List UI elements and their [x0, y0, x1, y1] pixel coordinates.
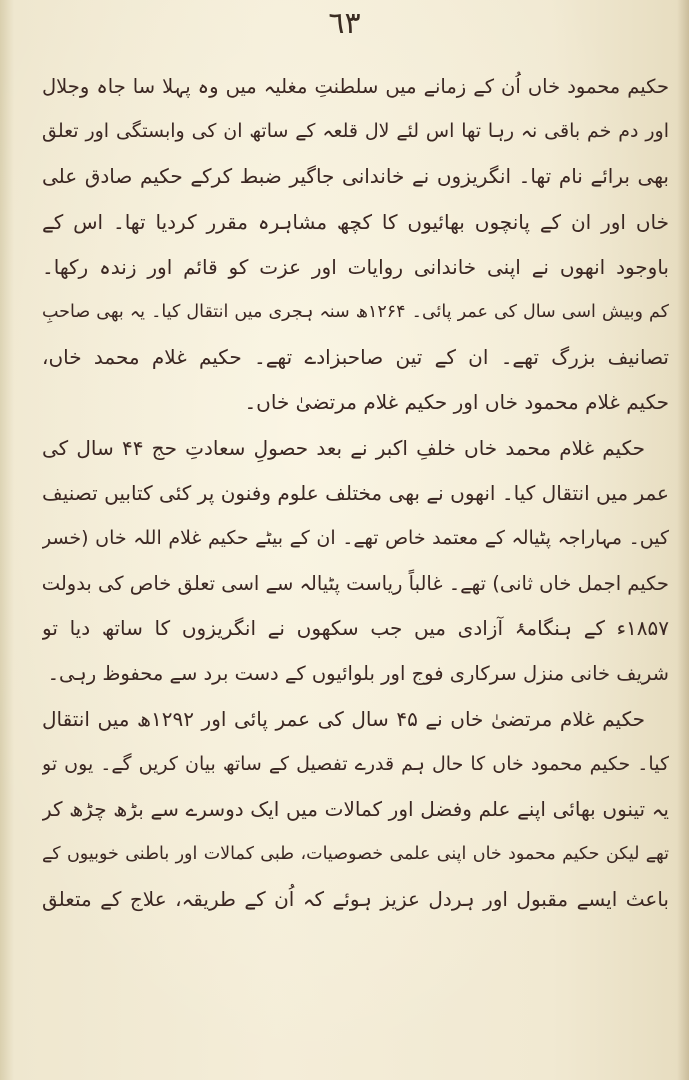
text-line-16: کیا۔ حکیم محمود خاں کا حال ہم قدرے تفصیل کے ساتھ بیان کریں گے۔ یوں تو [42, 752, 669, 775]
text-line-18: تھے لیکن حکیم محمود خاں اپنی علمی خصوصیات، طبی کمالات اور باطنی خوبیوں کے [42, 844, 669, 865]
text-line-7: تصانیف بزرگ تھے۔ ان کے تین صاحبزادے تھے۔ حکیم غلام محمد خاں، [42, 345, 669, 370]
text-line-12: حکیم اجمل خاں ثانی) تھے۔ غالباً ریاست پٹیالہ سے اسی تعلق خاص کی بدولت [42, 572, 669, 596]
text-line-11: کیں۔ مہاراجہ پٹیالہ کے معتمد خاص تھے۔ ان کے بیٹے حکیم غلام اللہ خاں (خسر [42, 526, 669, 549]
text-line-17: یہ تینوں بھائی اپنے علم وفضل اور کمالات میں ایک دوسرے سے بڑھ چڑھ کر [42, 797, 669, 821]
text-line-19: باعث ایسے مقبول اور ہردل عزیز ہوئے کہ اُن کے طریقہ، علاج کے متعلق [42, 887, 669, 912]
text-line-6: کم وبیش اسی سال کی عمر پائی۔ ۱۲۶۴ھ سنہ ہجری میں انتقال کیا۔ یہ بھی صاحبِ [42, 301, 669, 322]
text-line-14: شریف خانی منزل سرکاری فوج اور بلوائیوں کے دست برد سے محفوظ رہی۔ [47, 662, 669, 686]
text-line-2: اور دم خم باقی نہ رہا تھا اس لئے لال قلعہ کے ساتھ ان کی وابستگی اور تعلق [42, 120, 669, 143]
text-line-13: ۱۸۵۷ء کے ہنگامۂ آزادی میں جب سکھوں نے انگریزوں کا ساتھ دیا تو [42, 616, 669, 641]
text-line-5: باوجود انھوں نے اپنی خاندانی روایات اور عزت کو قائم اور زندہ رکھا۔ [42, 254, 669, 279]
page-number: ٦٣ [328, 6, 361, 41]
page-edge-shadow [677, 0, 689, 1080]
text-line-10: عمر میں انتقال کیا۔ انھوں نے بھی مختلف علوم وفنون پر کئی کتابیں تصنیف [42, 480, 669, 505]
body-text [42, 64, 669, 923]
text-line-3: بھی برائے نام تھا۔ انگریزوں نے خاندانی جاگیر ضبط کرکے حکیم صادق علی [42, 164, 669, 189]
text-line-15: حکیم غلام مرتضیٰ خاں نے ۴۵ سال کی عمر پائی اور ۱۲۹۲ھ میں انتقال [42, 706, 645, 731]
text-line-8: حکیم غلام محمود خاں اور حکیم غلام مرتضیٰ خاں۔ [244, 390, 669, 415]
text-line-9: حکیم غلام محمد خاں خلفِ اکبر نے بعد حصولِ سعادتِ حج ۴۴ سال کی [42, 435, 645, 460]
text-line-1: حکیم محمود خاں اُن کے زمانے میں سلطنتِ مغلیہ میں وہ پہلا سا جاہ وجلال [42, 75, 669, 98]
text-line-4: خاں اور ان کے پانچوں بھائیوں کا کچھ مشاہرہ مقرر کردیا تھا۔ اس کے [42, 209, 669, 234]
